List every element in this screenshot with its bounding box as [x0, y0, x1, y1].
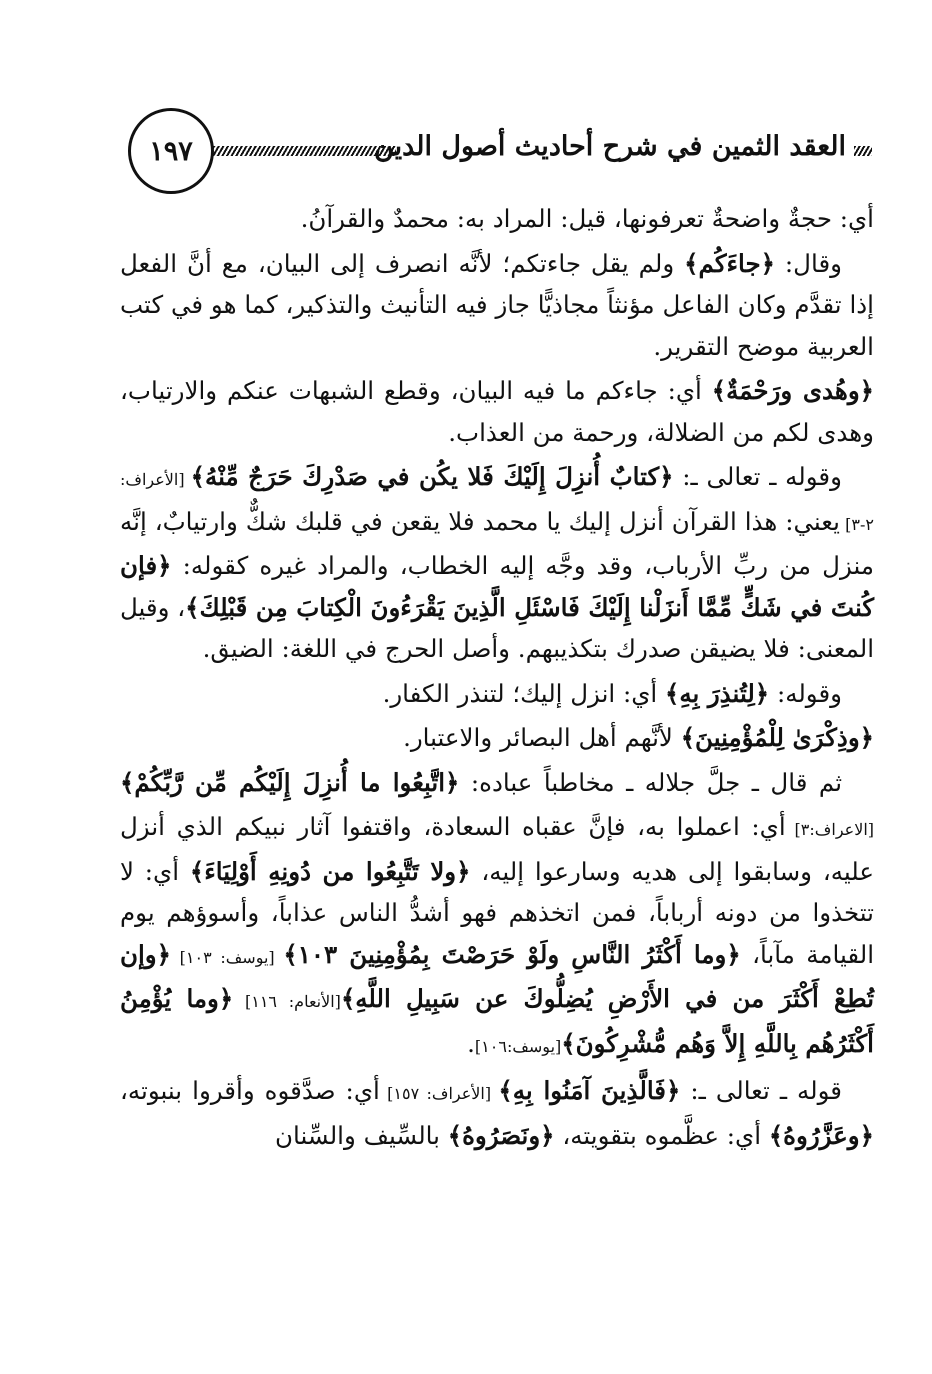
quran-verse: ﴿لِتُنذِرَ بِهِ﴾	[665, 678, 770, 708]
paragraph	[120, 243, 874, 368]
verse-reference: [يوسف:١٠٦]	[474, 1036, 562, 1056]
body-text: وقوله:	[769, 678, 842, 708]
paragraph	[120, 673, 874, 715]
body-text: ثم قال ـ جلَّ جلاله ـ مخاطباً عباده:	[459, 767, 843, 797]
quran-verse: ﴿وذِكْرَىٰ لِلْمُؤْمِنِينَ﴾	[680, 723, 874, 752]
header-ornament-rule	[190, 146, 396, 156]
quran-verse: ﴿وإن تُطِعْ أَكْثَرَ من في الأَرْضِ يُضِلُّوكَ عن سَبِيلِ اللَّهِ﴾	[120, 939, 875, 1013]
body-text: قوله ـ تعالى ـ:	[680, 1076, 843, 1105]
verse-reference: [الأعراف: ٢-٣]	[120, 470, 875, 534]
body-text: وقوله ـ تعالى ـ:	[673, 462, 842, 491]
body-text: وقال:	[774, 248, 842, 278]
quran-verse: ﴿جاءَكُم﴾	[684, 248, 775, 278]
quran-verse: ﴿فإن كُنتَ في شَكٍّ مِّمَّا أَنزَلْنا إِلَيْكَ فَاسْئَلِ الَّذِينَ يَقْرَءُونَ الْكِتابَ مِن قَبْلِكَ﴾	[120, 551, 874, 622]
body-text: .	[467, 1028, 475, 1058]
paragraph	[120, 370, 874, 453]
paragraph	[120, 456, 874, 670]
verse-reference: [الأعراف: ١٥٧]	[379, 1084, 499, 1103]
header-ornament-rule	[854, 146, 872, 156]
body-text: لأنَّهم أهل البصائر والاعتبار.	[403, 723, 681, 752]
body-text: أي: جاءكم ما فيه البيان، وقطع الشبهات عنكم والارتياب، وهدى لكم من الضلالة، ورحمة من العذاب.	[120, 376, 874, 447]
paragraph	[120, 1070, 874, 1156]
quran-verse: ﴿وما أَكْثَرُ النَّاسِ ولَوْ حَرَصْتَ بِمُؤْمِنِينَ ١٠٣﴾	[283, 939, 741, 969]
body-text: أي: صدَّقوه وأقروا بنبوته،	[120, 1076, 380, 1105]
paragraph	[120, 198, 874, 240]
quran-verse: ﴿وعَزَّرُوهُ﴾	[768, 1120, 874, 1150]
quran-verse: ﴿وما يُؤْمِنُ أَكْثَرُهُم بِاللَّهِ إِلاَّ وَهُم مُّشْرِكُونَ﴾	[120, 984, 874, 1058]
body-text: أي: انزل إليك؛ لتنذر الكفار.	[382, 678, 666, 708]
quran-verse: ﴿فَالَّذِينَ آمَنُوا بِهِ﴾	[498, 1076, 681, 1105]
body-text: بالسِّيف والسِّنان	[274, 1120, 448, 1150]
page-number: ١٩٧	[128, 108, 214, 194]
verse-reference: [الأنعام: ١١٦]	[233, 992, 341, 1011]
verse-reference: [يوسف: ١٠٣]	[171, 947, 284, 967]
verse-reference: [الاعراف:٣]	[785, 820, 874, 839]
quran-verse: ﴿وهُدى ورَحْمَةٌ﴾	[711, 376, 875, 405]
body-text: يعني: هذا القرآن أنزل إليك يا محمد فلا يقعن في قلبك شكٌّ وارتيابٌ، إنَّه منزل من ربِّ الأرباب، وقد وجَّه إليه الخطاب، والمراد غيره كقوله:	[120, 506, 874, 580]
book-title: العقد الثمين في شرح أحاديث أصول الدين	[374, 131, 846, 162]
body-text: أي: عظَّموه بتقويته،	[554, 1120, 769, 1150]
quran-verse: ﴿اتَّبِعُوا ما أُنزِلَ إِلَيْكُم مِّن رَّبِّكُمْ﴾	[120, 767, 460, 797]
quran-verse: ﴿ولا تَتَّبِعُوا من دُونِهِ أَوْلِيَاءَ﴾	[189, 856, 471, 886]
quran-verse: ﴿ونَصَرُوهُ﴾	[447, 1120, 555, 1150]
body-text: أي: اعملوا به، فإنَّ عقباه السعادة، واقتفوا آثار نبيكم الذي أنزل عليه، وسابقوا إلى هديه وسارعوا إليه،	[120, 812, 874, 886]
paragraph	[120, 717, 874, 759]
paragraph	[120, 762, 874, 1068]
body-text: أي: حجةٌ واضحةٌ تعرفونها، قيل: المراد به: محمدٌ والقرآنُ.	[300, 204, 874, 233]
body-text: ، وقيل المعنى: فلا يضيقن صدرك بتكذيبهم. وأصل الحرج في اللغة: الضيق.	[119, 592, 874, 663]
body-text: ولم يقل جاءتكم؛ لأنَّه انصرف إلى البيان، مع أنَّ الفعل إذا تقدَّم وكان الفاعل مؤنثاً مجاذيًّا جاز فيه التأنيث والتذكير، كما هو في كتب العربية موضح التقرير.	[120, 248, 874, 361]
page-body	[120, 198, 874, 1159]
body-text: أي: لا تتخذوا من دونه أرباباً، فمن اتخذهم فهو أشدُّ الناس عذاباً، وأسوؤهم يوم القيامة مآباً،	[120, 856, 874, 969]
running-header	[128, 108, 872, 196]
quran-verse: ﴿كتابٌ أُنزِلَ إِلَيْكَ فَلا يكُن في صَدْرِكَ حَرَجٌ مِّنْهُ﴾	[190, 462, 674, 491]
